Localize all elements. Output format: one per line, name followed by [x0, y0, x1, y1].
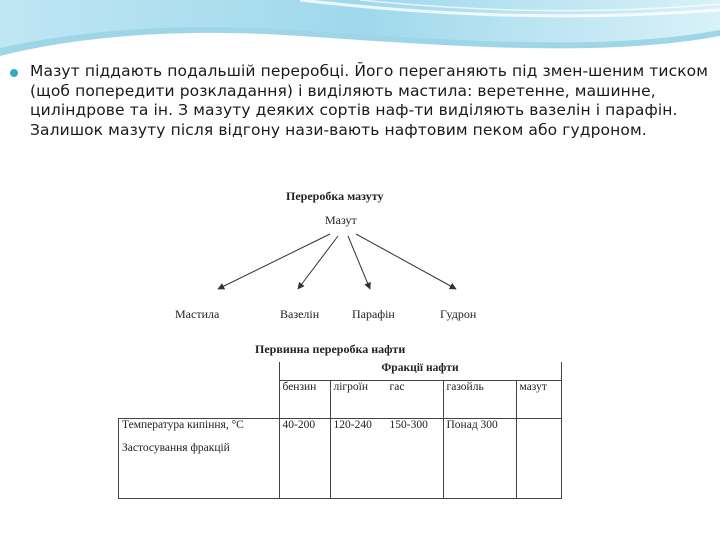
usage-hazoil — [443, 442, 516, 498]
boiling-lihroin: 120-240 — [330, 418, 387, 442]
arrow-to-mastyla — [218, 234, 330, 289]
diagram-title: Переробка мазуту — [286, 189, 384, 203]
diagram-root-mazut: Мазут — [325, 213, 357, 227]
boiling-has: 150-300 — [387, 418, 444, 442]
product-vazelin: Вазелін — [280, 307, 320, 321]
col-lihroin: лігроїн — [330, 380, 387, 418]
row-usage-label: Застосування фракцій — [119, 442, 280, 498]
col-hazoil: газойль — [443, 380, 516, 418]
boiling-hazoil: Понад 300 — [443, 418, 516, 442]
arrow-to-gudron — [356, 234, 456, 289]
bullet-text: Мазут піддають подальшій переробці. Його переганяють під змен-шеним тиском (щоб попередити розкладання) і виділяють мастила: веретенне, машинне, циліндрове та ін. З мазуту деяких сортів наф-ти виділяють вазелін і парафін. Залишок мазуту після відгону нази-вають нафтовим пеком або гудроном. — [30, 62, 709, 139]
fractions-table — [118, 362, 562, 499]
product-mastyla: Мастила — [175, 307, 220, 321]
col-has: гас — [387, 380, 444, 418]
usage-benzyn — [279, 442, 330, 498]
table-title: Первинна переробка нафти — [255, 342, 406, 356]
col-mazut: мазут — [516, 380, 561, 418]
product-parafin: Парафін — [352, 307, 395, 321]
product-gudron: Гудрон — [440, 307, 477, 321]
col-benzyn: бензин — [279, 380, 330, 418]
boiling-benzyn: 40-200 — [279, 418, 330, 442]
arrow-to-vazelin — [298, 236, 338, 289]
usage-mazut — [516, 442, 561, 498]
usage-lihroin-has — [330, 442, 443, 498]
arrow-to-parafin — [348, 236, 370, 289]
boiling-mazut — [516, 418, 561, 442]
table-group-header: Фракції нафти — [279, 362, 561, 380]
row-boiling-label: Температура кипіння, °С — [119, 418, 280, 442]
table-corner-cell — [119, 362, 280, 418]
